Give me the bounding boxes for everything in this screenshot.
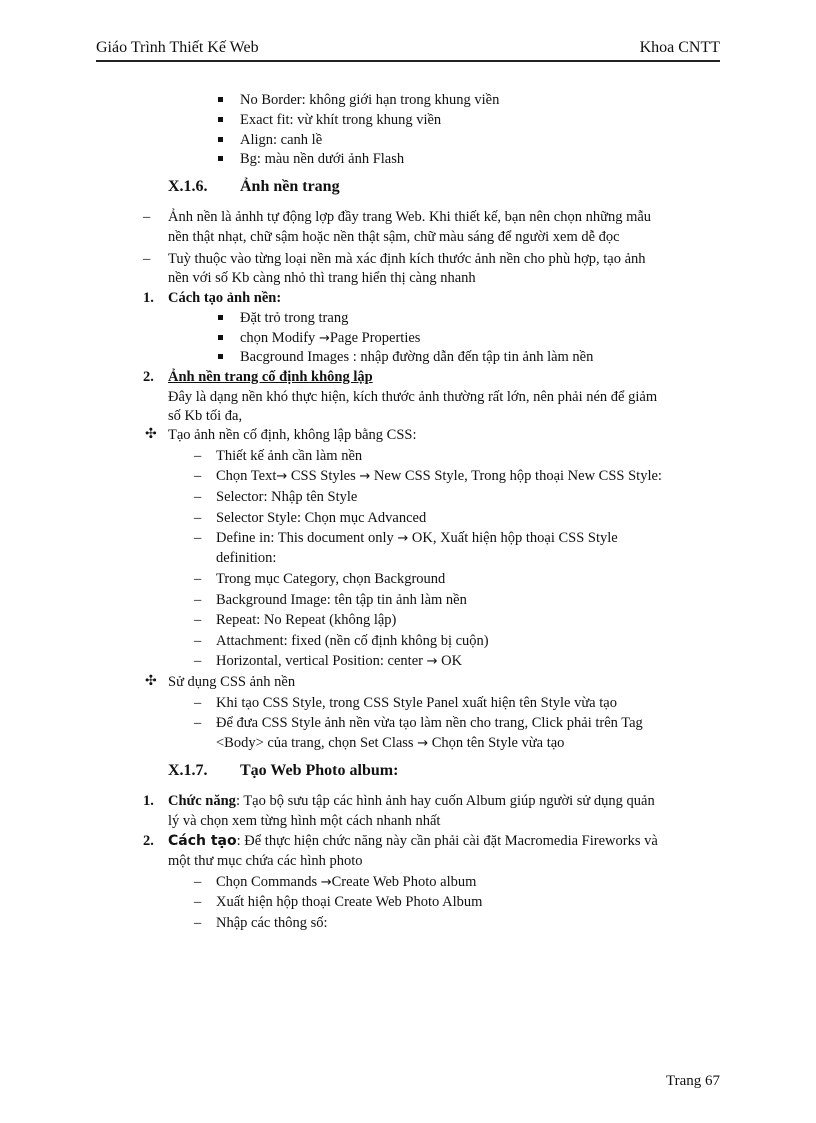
bullet-square [218, 315, 223, 320]
section-heading-x117 [168, 760, 399, 782]
header-course-title: Giáo Trình Thiết Kế Web [96, 39, 259, 56]
bullet-square [218, 156, 223, 161]
fixed-line2: số Kb tối đa, [168, 408, 243, 424]
diamond-bullet-icon: ✣ [145, 674, 157, 689]
css-use-title: Sử dụng CSS ảnh nền [168, 674, 296, 690]
bullet-square [218, 97, 223, 102]
how-to-step: Bacground Images : nhập đường dẫn đến tập tin ảnh làm nền [240, 349, 594, 365]
dash-bullet: – [194, 874, 202, 890]
section-number: X.1.7. [168, 762, 208, 779]
dash-bullet: – [194, 592, 202, 608]
css-step: Repeat: No Repeat (không lập) [216, 612, 397, 628]
page-header [96, 38, 720, 62]
header-department: Khoa CNTT [639, 39, 720, 56]
arrow-right-icon: → [426, 654, 438, 669]
how-to-title: Cách tạo ảnh nền: [168, 290, 282, 306]
dash-bullet: – [194, 448, 202, 464]
css-use-step-continued: <Body> của trang, chọn Set Class → Chọn tên Style vừa tạo [216, 735, 565, 751]
css-use-step: Khi tạo CSS Style, trong CSS Style Panel xuất hiện tên Style vừa tạo [216, 695, 617, 711]
css-step: Chọn Text→ CSS Styles → New CSS Style, Trong hộp thoại New CSS Style: [216, 468, 662, 484]
css-step: Attachment: fixed (nền cố định không bị cuộn) [216, 633, 489, 649]
dash-bullet: – [194, 530, 202, 546]
dash-bullet: – [194, 894, 202, 910]
flash-option: Bg: màu nền dưới ảnh Flash [240, 151, 405, 167]
css-step: Horizontal, vertical Position: center → OK [216, 653, 463, 669]
arrow-right-icon: → [276, 469, 288, 484]
fixed-title: Ảnh nền trang cố định không lập [168, 369, 373, 385]
intro2-line1: Tuỳ thuộc vào từng loại nền mà xác định kích thước ảnh nền cho phù hợp, tạo ảnh [168, 251, 646, 267]
dash-bullet: – [143, 209, 151, 225]
css-step: Trong mục Category, chọn Background [216, 571, 446, 587]
list-number: 2. [143, 833, 154, 849]
section-heading-x116 [168, 176, 340, 198]
bullet-square [218, 137, 223, 142]
arrow-right-icon: → [397, 531, 409, 546]
page-number: Trang 67 [665, 1073, 720, 1089]
css-step: Background Image: tên tập tin ảnh làm nền [216, 592, 467, 608]
dash-bullet: – [194, 915, 202, 931]
css-step: Selector Style: Chọn mục Advanced [216, 510, 427, 526]
list-number: 2. [143, 369, 154, 385]
dash-bullet: – [194, 468, 202, 484]
css-step: Selector: Nhập tên Style [216, 489, 358, 505]
making-step: Nhập các thông số: [216, 915, 328, 931]
dash-bullet: – [194, 510, 202, 526]
making-step: Xuất hiện hộp thoại Create Web Photo Album [216, 894, 483, 910]
flash-option: No Border: không giới hạn trong khung viền [240, 92, 500, 108]
diamond-bullet-icon: ✣ [145, 427, 157, 442]
making-line1: Cách tạo: Để thực hiện chức năng này cần phải cài đặt Macromedia Fireworks và [168, 833, 658, 849]
intro1-line2: nền thật nhạt, chữ sậm hoặc nền thật sậm, chữ màu sáng để người xem dễ đọc [168, 229, 620, 245]
dash-bullet: – [143, 251, 151, 267]
section-title: Ảnh nền trang [240, 178, 340, 195]
dash-bullet: – [194, 612, 202, 628]
css-step: Thiết kế ảnh cần làm nền [216, 448, 363, 464]
fixed-line1: Đây là dạng nền khó thực hiện, kích thước ảnh thường rất lớn, nên phải nén để giảm [168, 389, 658, 405]
arrow-right-icon: → [318, 331, 330, 346]
arrow-right-icon: → [320, 875, 332, 890]
section-number: X.1.6. [168, 178, 208, 195]
css-fixed-title: Tạo ảnh nền cố định, không lập bằng CSS: [168, 427, 417, 443]
dash-bullet: – [194, 715, 202, 731]
list-number: 1. [143, 290, 154, 306]
dash-bullet: – [194, 695, 202, 711]
dash-bullet: – [194, 489, 202, 505]
function-line2: lý và chọn xem từng hình một cách nhanh nhất [168, 813, 441, 829]
intro1-line1: Ảnh nền là ảnhh tự động lợp đầy trang Web. Khi thiết kế, bạn nên chọn những mẫu [168, 209, 652, 225]
list-number: 1. [143, 793, 154, 809]
dash-bullet: – [194, 653, 202, 669]
making-line2: một thư mục chứa các hình photo [168, 853, 363, 869]
css-step-continued: definition: [216, 550, 277, 566]
dash-bullet: – [194, 633, 202, 649]
flash-option: Align: canh lề [240, 132, 323, 148]
bullet-square [218, 335, 223, 340]
flash-option: Exact fit: vừ khít trong khung viền [240, 112, 442, 128]
css-step: Define in: This document only → OK, Xuất hiện hộp thoại CSS Style [216, 530, 618, 546]
how-to-step: chọn Modify →Page Properties [240, 330, 421, 346]
bullet-square [218, 117, 223, 122]
arrow-right-icon: → [359, 469, 371, 484]
function-line1: Chức năng: Tạo bộ sưu tập các hình ảnh hay cuốn Album giúp người sử dụng quản [168, 793, 655, 809]
section-title: Tạo Web Photo album: [240, 762, 399, 779]
css-use-step: Để đưa CSS Style ảnh nền vừa tạo làm nền cho trang, Click phải trên Tag [216, 715, 643, 731]
dash-bullet: – [194, 571, 202, 587]
making-step: Chọn Commands →Create Web Photo album [216, 874, 477, 890]
intro2-line2: nền với số Kb càng nhỏ thì trang hiển thị càng nhanh [168, 270, 476, 286]
how-to-step: Đặt trỏ trong trang [240, 310, 349, 326]
arrow-right-icon: → [417, 736, 429, 751]
bullet-square [218, 354, 223, 359]
